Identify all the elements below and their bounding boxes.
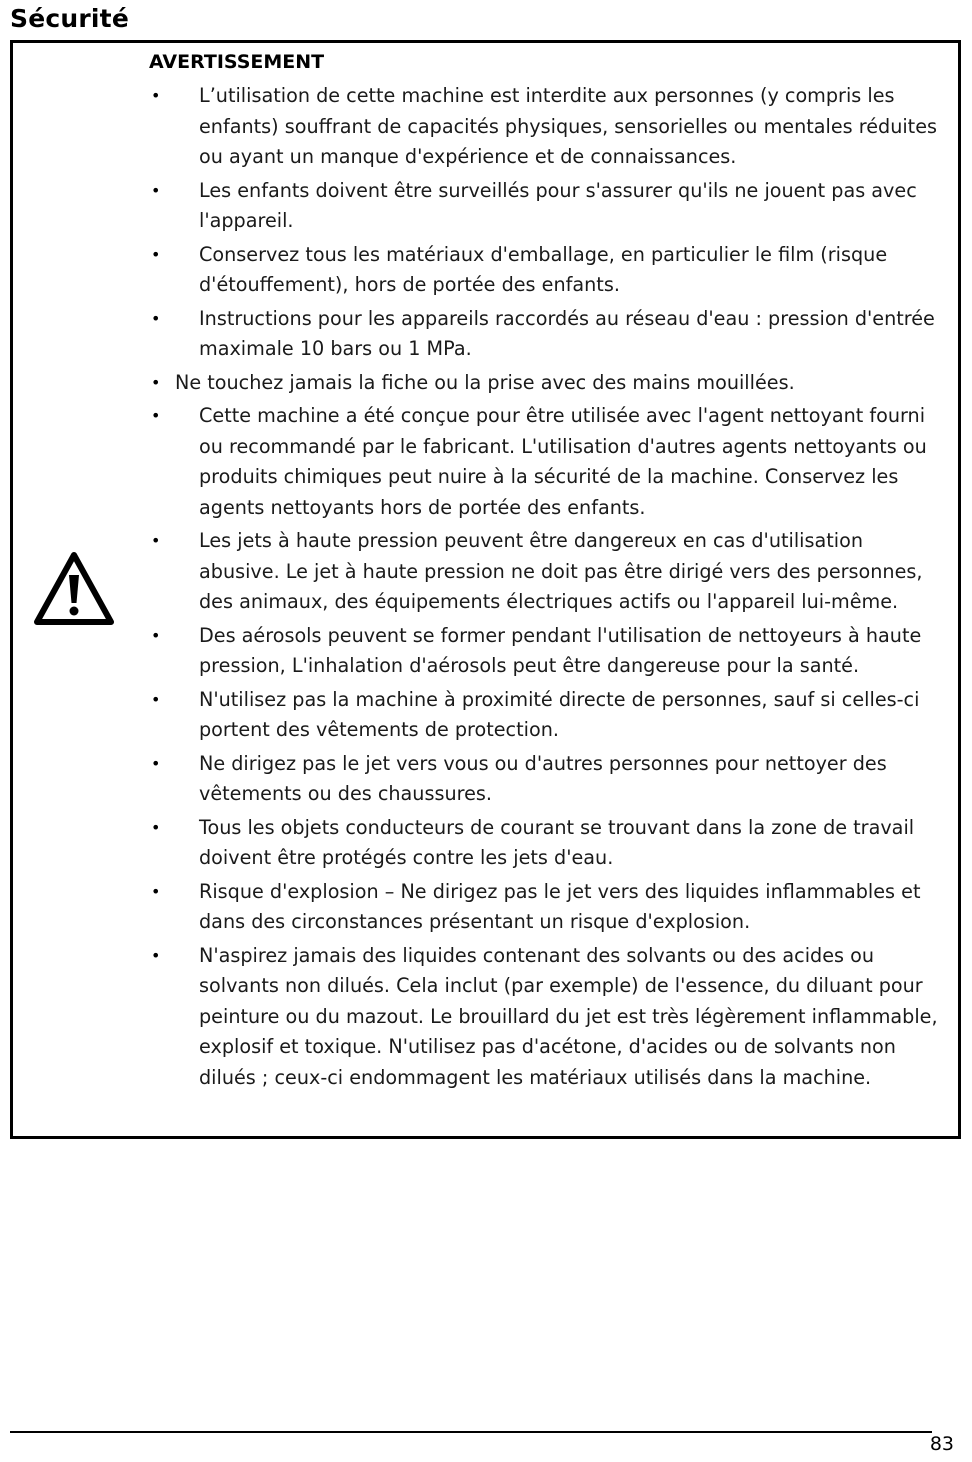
bullet: • <box>151 945 161 965</box>
list-item <box>13 81 958 173</box>
bullet: • <box>151 244 161 264</box>
warning-list <box>13 81 958 1096</box>
list-item-text: Ne dirigez pas le jet vers vous ou d'autres personnes pour nettoyer des vêtements ou des chaussures. <box>199 751 887 805</box>
bullet: • <box>151 180 161 200</box>
list-item-text: Ne touchez jamais la fiche ou la prise avec des mains mouillées. <box>175 370 795 394</box>
list-item <box>13 813 958 874</box>
warning-heading: AVERTISSEMENT <box>149 51 325 73</box>
list-item <box>13 176 958 237</box>
page-number: 83 <box>929 1433 954 1455</box>
bullet: • <box>151 308 161 328</box>
bullet: • <box>151 689 161 709</box>
list-item <box>13 240 958 301</box>
warning-box <box>10 40 961 1139</box>
list-item <box>13 941 958 1094</box>
list-item-text: Conservez tous les matériaux d'emballage, en particulier le film (risque d'étouffement), hors de portée des enfants. <box>199 242 888 296</box>
page-title: Sécurité <box>10 4 129 33</box>
list-item <box>13 685 958 746</box>
list-item-text: Tous les objets conducteurs de courant se trouvant dans la zone de travail doivent être protégés contre les jets d'eau. <box>199 815 915 869</box>
list-item-text: L’utilisation de cette machine est interdite aux personnes (y compris les enfants) souffrant de capacités physiques, sensorielles ou mentales réduites ou ayant un manque d'expérience et de connaissances. <box>199 84 938 168</box>
list-item <box>13 621 958 682</box>
bullet: • <box>151 625 161 645</box>
list-item-text: Les enfants doivent être surveillés pour s'assurer qu'ils ne jouent pas avec l'appareil. <box>199 178 917 232</box>
list-item <box>13 877 958 938</box>
list-item-text: N'utilisez pas la machine à proximité directe de personnes, sauf si celles-ci portent des vêtements de protection. <box>199 687 920 741</box>
list-item <box>13 368 958 399</box>
list-item-text: N'aspirez jamais des liquides contenant des solvants ou des acides ou solvants non dilués. Cela inclut (par exemple) de l'essence, du diluant pour peinture ou du mazout. Le brouillard du jet est très légèrement inflammable, explosif et toxique. N'utilisez pas d'acétone, d'acides ou de solvants non dilués ; ceux-ci endommagent les matériaux utilisés dans la machine. <box>199 943 938 1089</box>
list-item <box>13 526 958 618</box>
list-item <box>13 749 958 810</box>
bullet: • <box>151 531 161 550</box>
footer-rule <box>10 1431 932 1433</box>
list-item-text: Instructions pour les appareils raccordés au réseau d'eau : pression d'entrée maximale 10 bars ou 1 MPa. <box>199 306 935 360</box>
list-item <box>13 401 958 523</box>
list-item-text: Des aérosols peuvent se former pendant l'utilisation de nettoyeurs à haute pression, L'inhalation d'aérosols peut être dangereuse pour la santé. <box>199 623 922 677</box>
list-item-text: Cette machine a été conçue pour être utilisée avec l'agent nettoyant fourni ou recommandé par le fabricant. L'utilisation d'autres agents nettoyants ou produits chimiques peut nuire à la sécurité de la machine. Conservez les agents nettoyants hors de portée des enfants. <box>199 404 927 519</box>
bullet: • <box>151 86 161 105</box>
list-item <box>13 304 958 365</box>
bullet: • <box>151 881 161 901</box>
bullet: • <box>151 372 161 392</box>
list-item-text: Les jets à haute pression peuvent être dangereux en cas d'utilisation abusive. Le jet à haute pression ne doit pas être dirigé vers des personnes, des animaux, des équipements électriques actifs ou l'appareil lui-même. <box>199 529 923 613</box>
bullet: • <box>151 406 161 425</box>
bullet: • <box>151 753 161 773</box>
bullet: • <box>151 817 161 837</box>
list-item-text: Risque d'explosion – Ne dirigez pas le jet vers des liquides inflammables et dans des circonstances présentant un risque d'explosion. <box>199 879 921 933</box>
